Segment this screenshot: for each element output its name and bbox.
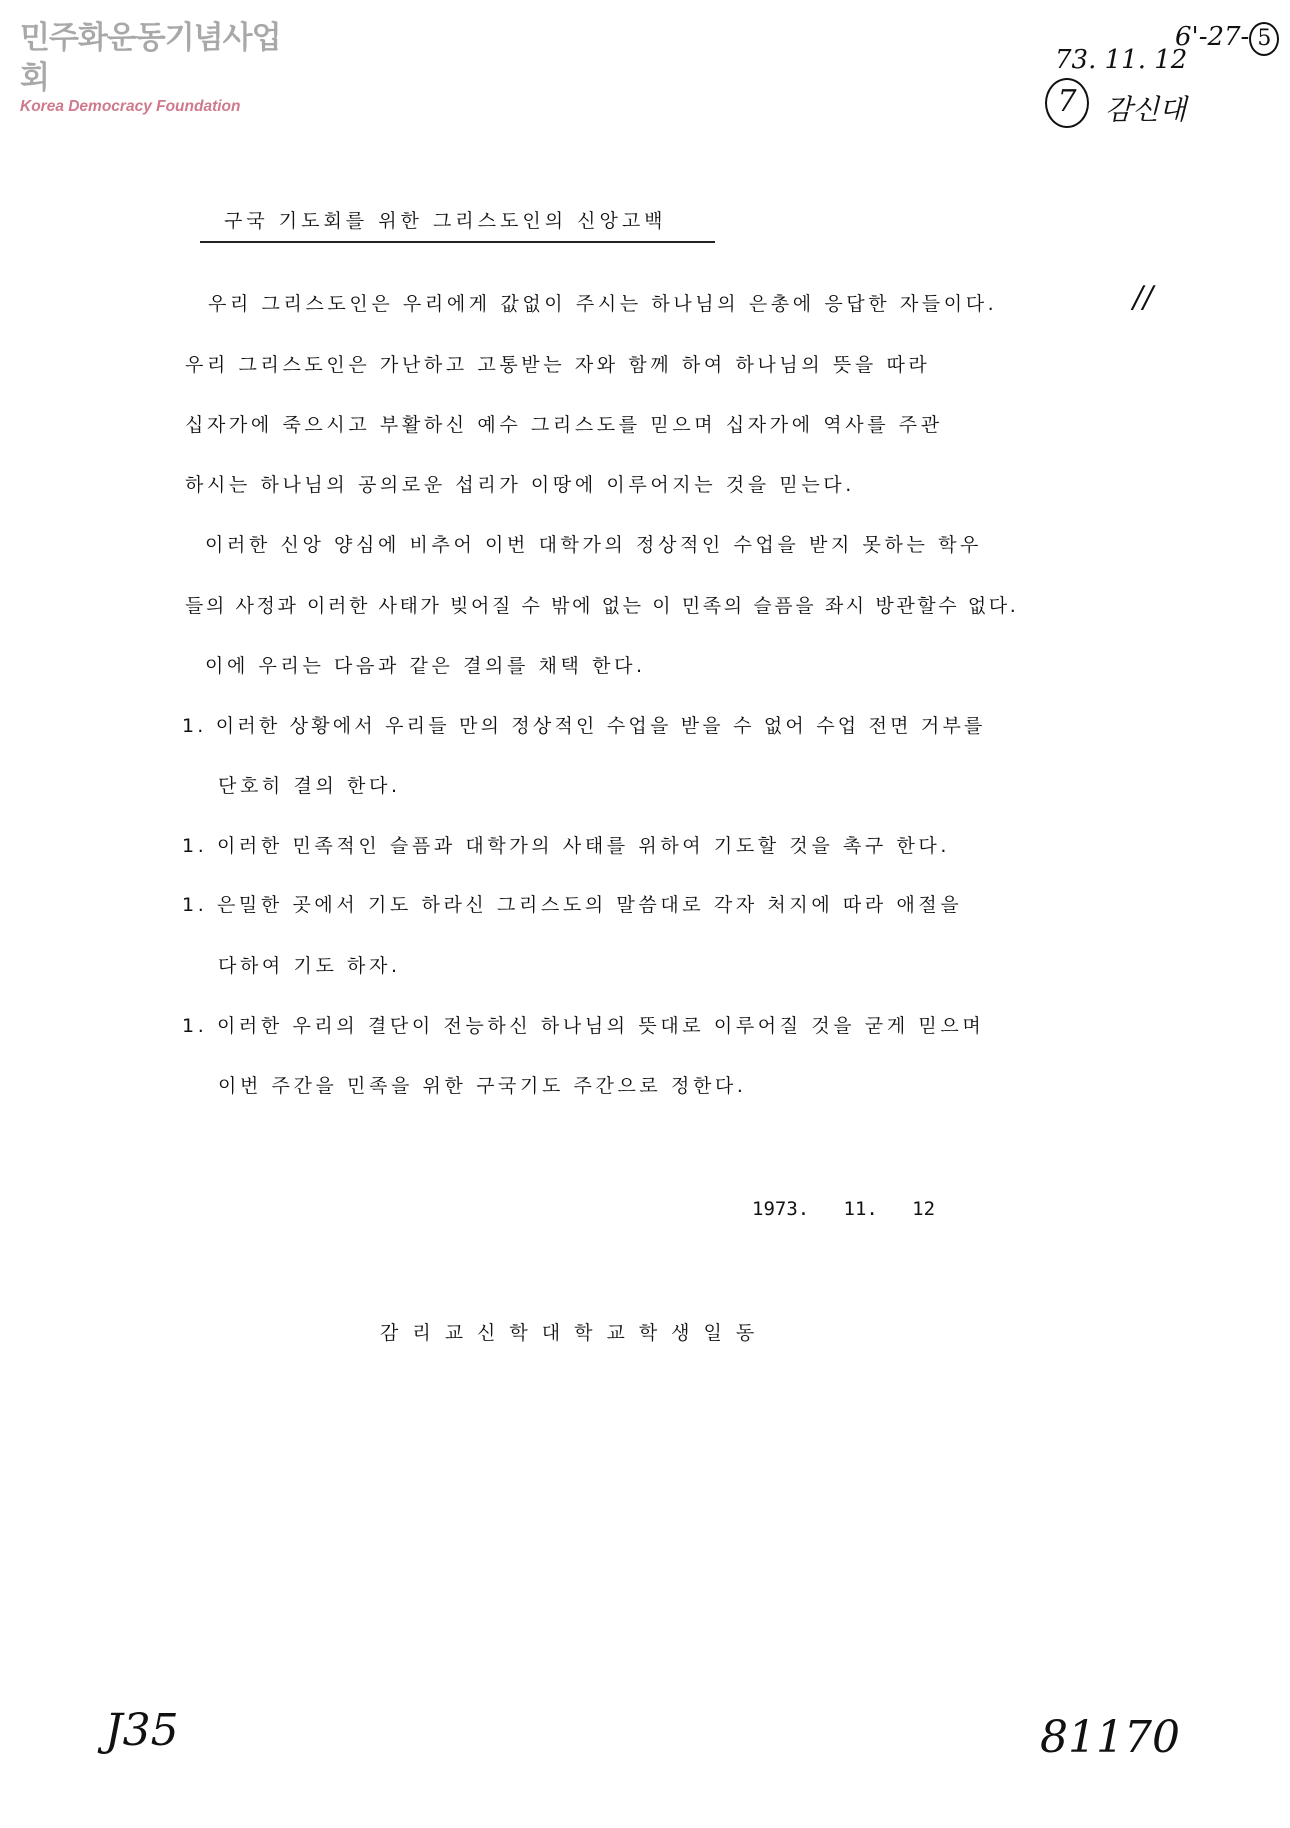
handwritten-circled-number: 7	[1045, 78, 1089, 128]
document-title: 구국 기도회를 위한 그리스도인의 신앙고백	[200, 206, 715, 243]
document-line: 우리 그리스도인은 우리에게 값없이 주시는 하나님의 은총에 응답한 자들이다.	[208, 293, 998, 315]
document-line: 이에 우리는 다음과 같은 결의를 채택 한다.	[205, 655, 646, 677]
document-signature: 감리교신학대학교학생일동	[380, 1322, 769, 1344]
logo-korean-text: 민주화운동기념사업회	[20, 20, 281, 96]
document-line: 단호히 결의 한다.	[218, 775, 401, 797]
document-line: 십자가에 죽으시고 부활하신 예수 그리스도를 믿으며 십자가에 역사를 주관	[185, 414, 943, 436]
handwritten-bottom-left-code: J35	[105, 1705, 179, 1756]
logo-english-text: Korea Democracy Foundation	[20, 98, 241, 115]
archive-code-prefix: 6'-27-	[1175, 22, 1250, 52]
document-line: 이러한 신앙 양심에 비추어 이번 대학가의 정상적인 수업을 받지 못하는 학우	[205, 534, 982, 556]
document-line-resolution: 1. 이러한 상황에서 우리들 만의 정상적인 수업을 받을 수 없어 수업 전면 거부를	[182, 715, 986, 737]
handwritten-bottom-right-code: 81170	[1040, 1712, 1180, 1763]
document-line: 이번 주간을 민족을 위한 구국기도 주간으로 정한다.	[218, 1075, 747, 1097]
handwritten-archive-code	[1175, 22, 1279, 56]
document-line-resolution: 1. 은밀한 곳에서 기도 하라신 그리스도의 말씀대로 각자 처지에 따라 애절을	[182, 894, 963, 916]
handwritten-margin-mark: //	[1133, 280, 1154, 315]
document-line: 우리 그리스도인은 가난하고 고통받는 자와 함께 하여 하나님의 뜻을 따라	[185, 354, 931, 376]
document-line: 하시는 하나님의 공의로운 섭리가 이땅에 이루어지는 것을 믿는다.	[185, 474, 855, 496]
document-line: 들의 사정과 이러한 사태가 빚어질 수 밖에 없는 이 민족의 슬픔을 좌시 방관할수 없다.	[185, 595, 1019, 617]
document-line: 다하여 기도 하자.	[218, 955, 401, 977]
handwritten-date-note: 73. 11. 12	[1055, 45, 1188, 75]
document-date: 1973. 11. 12	[752, 1198, 936, 1220]
document-line-resolution: 1. 이러한 우리의 결단이 전능하신 하나님의 뜻대로 이루어질 것을 굳게 믿으며	[182, 1015, 985, 1037]
handwritten-school-note: 감신대	[1105, 93, 1187, 126]
archive-code-circled-number: 5	[1249, 22, 1279, 56]
document-line-resolution: 1. 이러한 민족적인 슬픔과 대학가의 사태를 위하여 기도할 것을 촉구 한다.	[182, 835, 951, 857]
foundation-logo	[20, 18, 300, 116]
